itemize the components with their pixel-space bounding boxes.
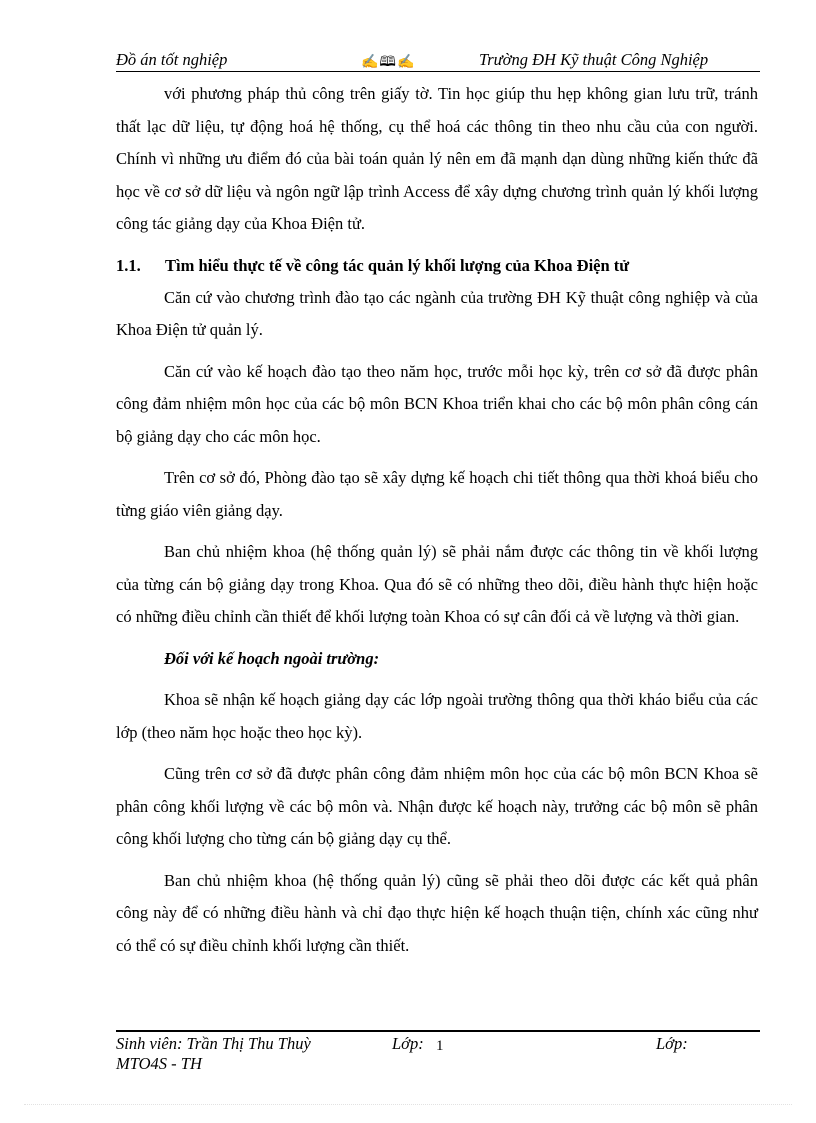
footer-student-name: Sinh viên: Trần Thị Thu Thuỳ: [116, 1034, 311, 1053]
page-body: [116, 78, 758, 962]
section-heading: [116, 250, 758, 282]
footer-rule: [116, 1030, 760, 1032]
header-thesis-title: Đồ án tốt nghiệp: [116, 50, 228, 69]
header-ornament-icon: ✍🕮✍: [361, 55, 416, 70]
paragraph: Căn cứ vào chương trình đào tạo các ngành của trường ĐH Kỹ thuật công nghiệp và của Khoa Điện tử quản lý.: [116, 287, 758, 339]
paragraph: Căn cứ vào kế hoạch đào tạo theo năm học, trước mỗi học kỳ, trên cơ sở đã được phân công đảm nhiệm môn học của các bộ môn BCN Khoa triển khai cho các bộ môn phân công cán bộ giảng dạy cho các môn học.: [116, 361, 758, 446]
paragraph: với phương pháp thủ công trên giấy tờ. Tin học giúp thu hẹp không gian lưu trữ, tránh thất lạc dữ liệu, tự động hoá hệ thống, cụ thể hoá các thông tin theo nhu cầu của con người. Chính vì những ưu điểm đó của bài toán quản lý nên em đã mạnh dạn dùng những kiến thức đã học về cơ sở dữ liệu và ngôn ngữ lập trình Access để xây dựng chương trình quản lý khối lượng công tác giảng dạy của Khoa Điện tử.: [116, 84, 758, 233]
subheading: Đối với kế hoạch ngoài trường:: [164, 648, 380, 668]
header-rule: [116, 71, 760, 72]
paragraph: Ban chủ nhiệm khoa (hệ thống quản lý) sẽ phải nắm được các thông tin về khối lượng của từng cán bộ giảng dạy trong Khoa. Qua đó sẽ có những theo dõi, điều hành thực hiện hoặc có những điều chỉnh cần thiết để khối lượng toàn Khoa có sự cân đối cả về lượng và thời gian.: [116, 542, 758, 626]
footer-class-label: Lớp:: [392, 1034, 424, 1053]
paragraph: Khoa sẽ nhận kế hoạch giảng dạy các lớp ngoài trường thông qua thời kháo biểu của các lớp (theo năm học hoặc theo học kỳ).: [116, 690, 758, 742]
header-university: Trường ĐH Kỹ thuật Công Nghiệp: [479, 50, 709, 69]
section-title: Tìm hiểu thực tế về công tác quản lý khối lượng của Khoa Điện tử: [165, 255, 630, 275]
section-number: 1.1.: [116, 255, 141, 275]
paragraph: Ban chủ nhiệm khoa (hệ thống quản lý) cũng sẽ phải theo dõi được các kết quả phân công này để có những điều hành và chỉ đạo thực hiện kế hoạch thuận tiện, chính xác cũng như có thể có sự điều chỉnh khối lượng cần thiết.: [116, 870, 758, 955]
paragraph: Cũng trên cơ sở đã được phân công đảm nhiệm môn học của các bộ môn BCN Khoa sẽ phân công khối lượng về các bộ môn và. Nhận được kế hoạch này, trưởng các bộ môn sẽ phân công khối lượng cho từng cán bộ giảng dạy cụ thể.: [116, 764, 758, 848]
footer-class-code: MTO4S - TH: [116, 1054, 202, 1073]
page-header: [116, 50, 760, 72]
page-number: 1: [436, 1038, 444, 1054]
page-edge-divider: [24, 1104, 792, 1105]
paragraph: Trên cơ sở đó, Phòng đào tạo sẽ xây dựng kế hoạch chi tiết thông qua thời khoá biểu cho từng giáo viên giảng dạy.: [116, 468, 758, 520]
footer-class-label-2: Lớp:: [656, 1034, 688, 1053]
